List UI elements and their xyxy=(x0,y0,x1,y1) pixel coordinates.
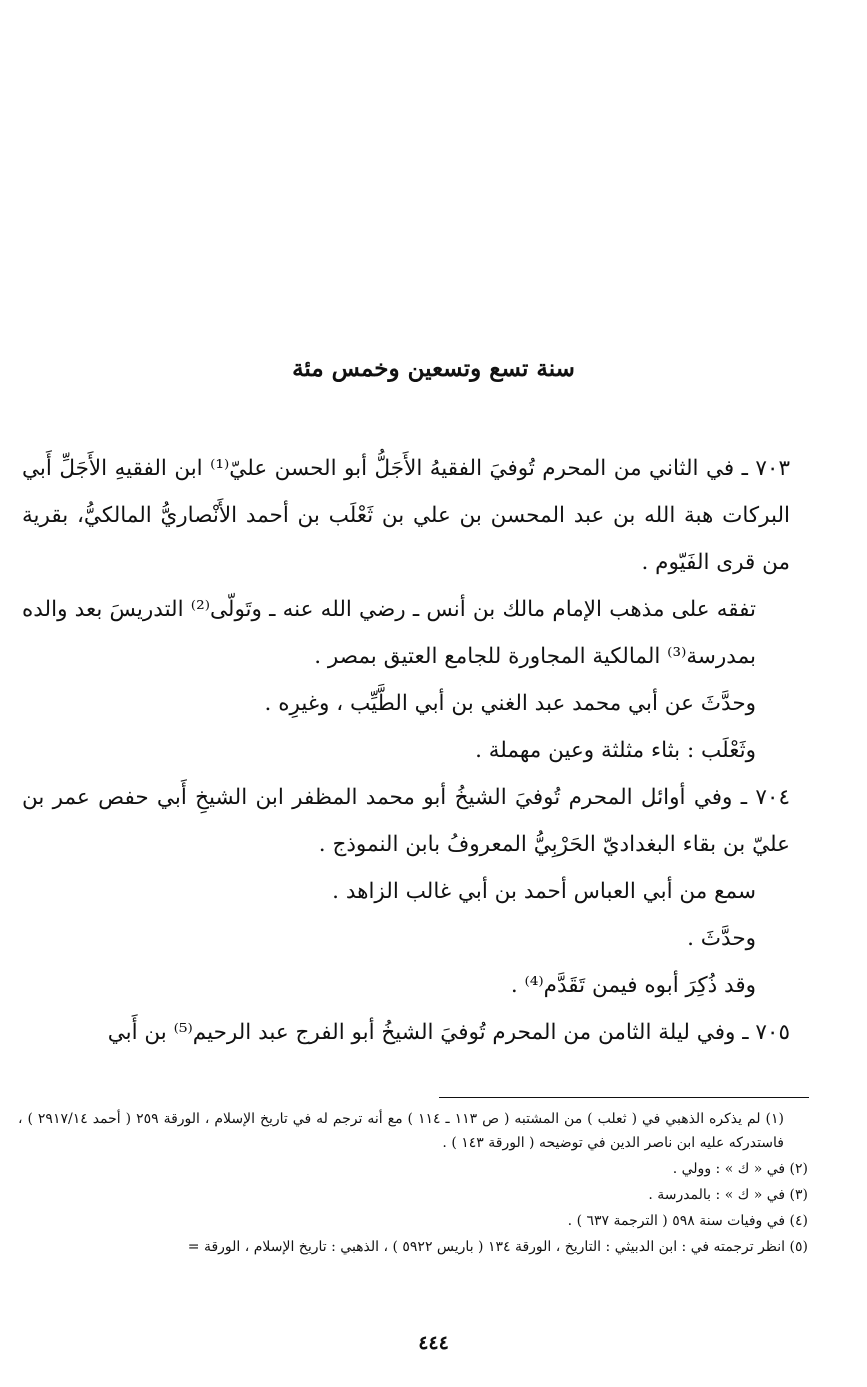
footnote-4: (٤) في وفيات سنة ٥٩٨ ( الترجمة ٦٣٧ ) . xyxy=(567,1213,808,1229)
entry-704-narrated-paragraph: وحدَّثَ . xyxy=(687,926,756,951)
page-number: ٤٤٤ xyxy=(418,1332,449,1354)
entry-704-heard-paragraph: سمع من أبي العباس أحمد بن أبي غالب الزاهد . xyxy=(332,879,756,904)
footnote-2: (٢) في « ك » : وولي . xyxy=(672,1161,808,1177)
entry-703-spelling-paragraph: وثَعْلَب : بثاء مثلثة وعين مهملة . xyxy=(475,738,756,763)
entry-704-paragraph: ٧٠٤ ـ وفي أوائل المحرم تُوفيَ الشيخُ أبو محمد المظفر ابن الشيخِ أَبي حفص عمر بن عليّ بن بقاء البغداديّ الحَرْبِيُّ المعروفُ بابن النموذج . xyxy=(22,785,790,857)
entry-703-narration-paragraph: وحدَّثَ عن أبي محمد عبد الغني بن أبي الطَّيِّب ، وغيرِه . xyxy=(264,691,756,716)
footnotes xyxy=(18,1107,808,1261)
section-heading: سنة تسع وتسعين وخمس مئة xyxy=(292,355,575,382)
main-text xyxy=(22,445,790,1056)
footnote-separator xyxy=(439,1097,809,1098)
entry-704-father-paragraph: وقد ذُكِرَ أبوه فيمن تَقَدَّم⁽⁴⁾ . xyxy=(510,973,756,998)
entry-705-paragraph: ٧٠٥ ـ وفي ليلة الثامن من المحرم تُوفيَ الشيخُ أبو الفرج عبد الرحيم⁽⁵⁾ بن أَبي xyxy=(107,1020,790,1045)
footnote-1: (١) لم يذكره الذهبي في ( ثعلب ) من المشتبه ( ص ١١٣ ـ ١١٤ ) مع أنه ترجم له في تاريخ الإسلام ، الورقة ٢٥٩ ( أحمد ٢٩١٧/١٤ ) ، فاستدركه عليه ابن ناصر الدين في توضيحه ( الورقة ١٤٣ ) . xyxy=(18,1111,784,1151)
entry-703-paragraph: ٧٠٣ ـ في الثاني من المحرم تُوفيَ الفقيهُ الأَجَلُّ أبو الحسن عليّ⁽¹⁾ ابن الفقيهِ الأَجَلِّ أَبي البركات هبة الله بن عبد المحسن بن علي بن ثَعْلَب بن أحمد الأَنْصاريُّ المالكيُّ، بقرية من قرى الفَيّوم . xyxy=(22,456,791,575)
footnote-5: (٥) انظر ترجمته في : ابن الدبيثي : التاريخ ، الورقة ١٣٤ ( باريس ٥٩٢٢ ) ، الذهبي : تاريخ الإسلام ، الورقة = xyxy=(187,1239,808,1255)
entry-703-study-paragraph: تفقه على مذهب الإمام مالك بن أنس ـ رضي الله عنه ـ وتَولّى⁽²⁾ التدريسَ بعد والده بمدرسة⁽³⁾ المالكية المجاورة للجامع العتيق بمصر . xyxy=(22,597,756,669)
footnote-3: (٣) في « ك » : بالمدرسة . xyxy=(648,1187,808,1203)
